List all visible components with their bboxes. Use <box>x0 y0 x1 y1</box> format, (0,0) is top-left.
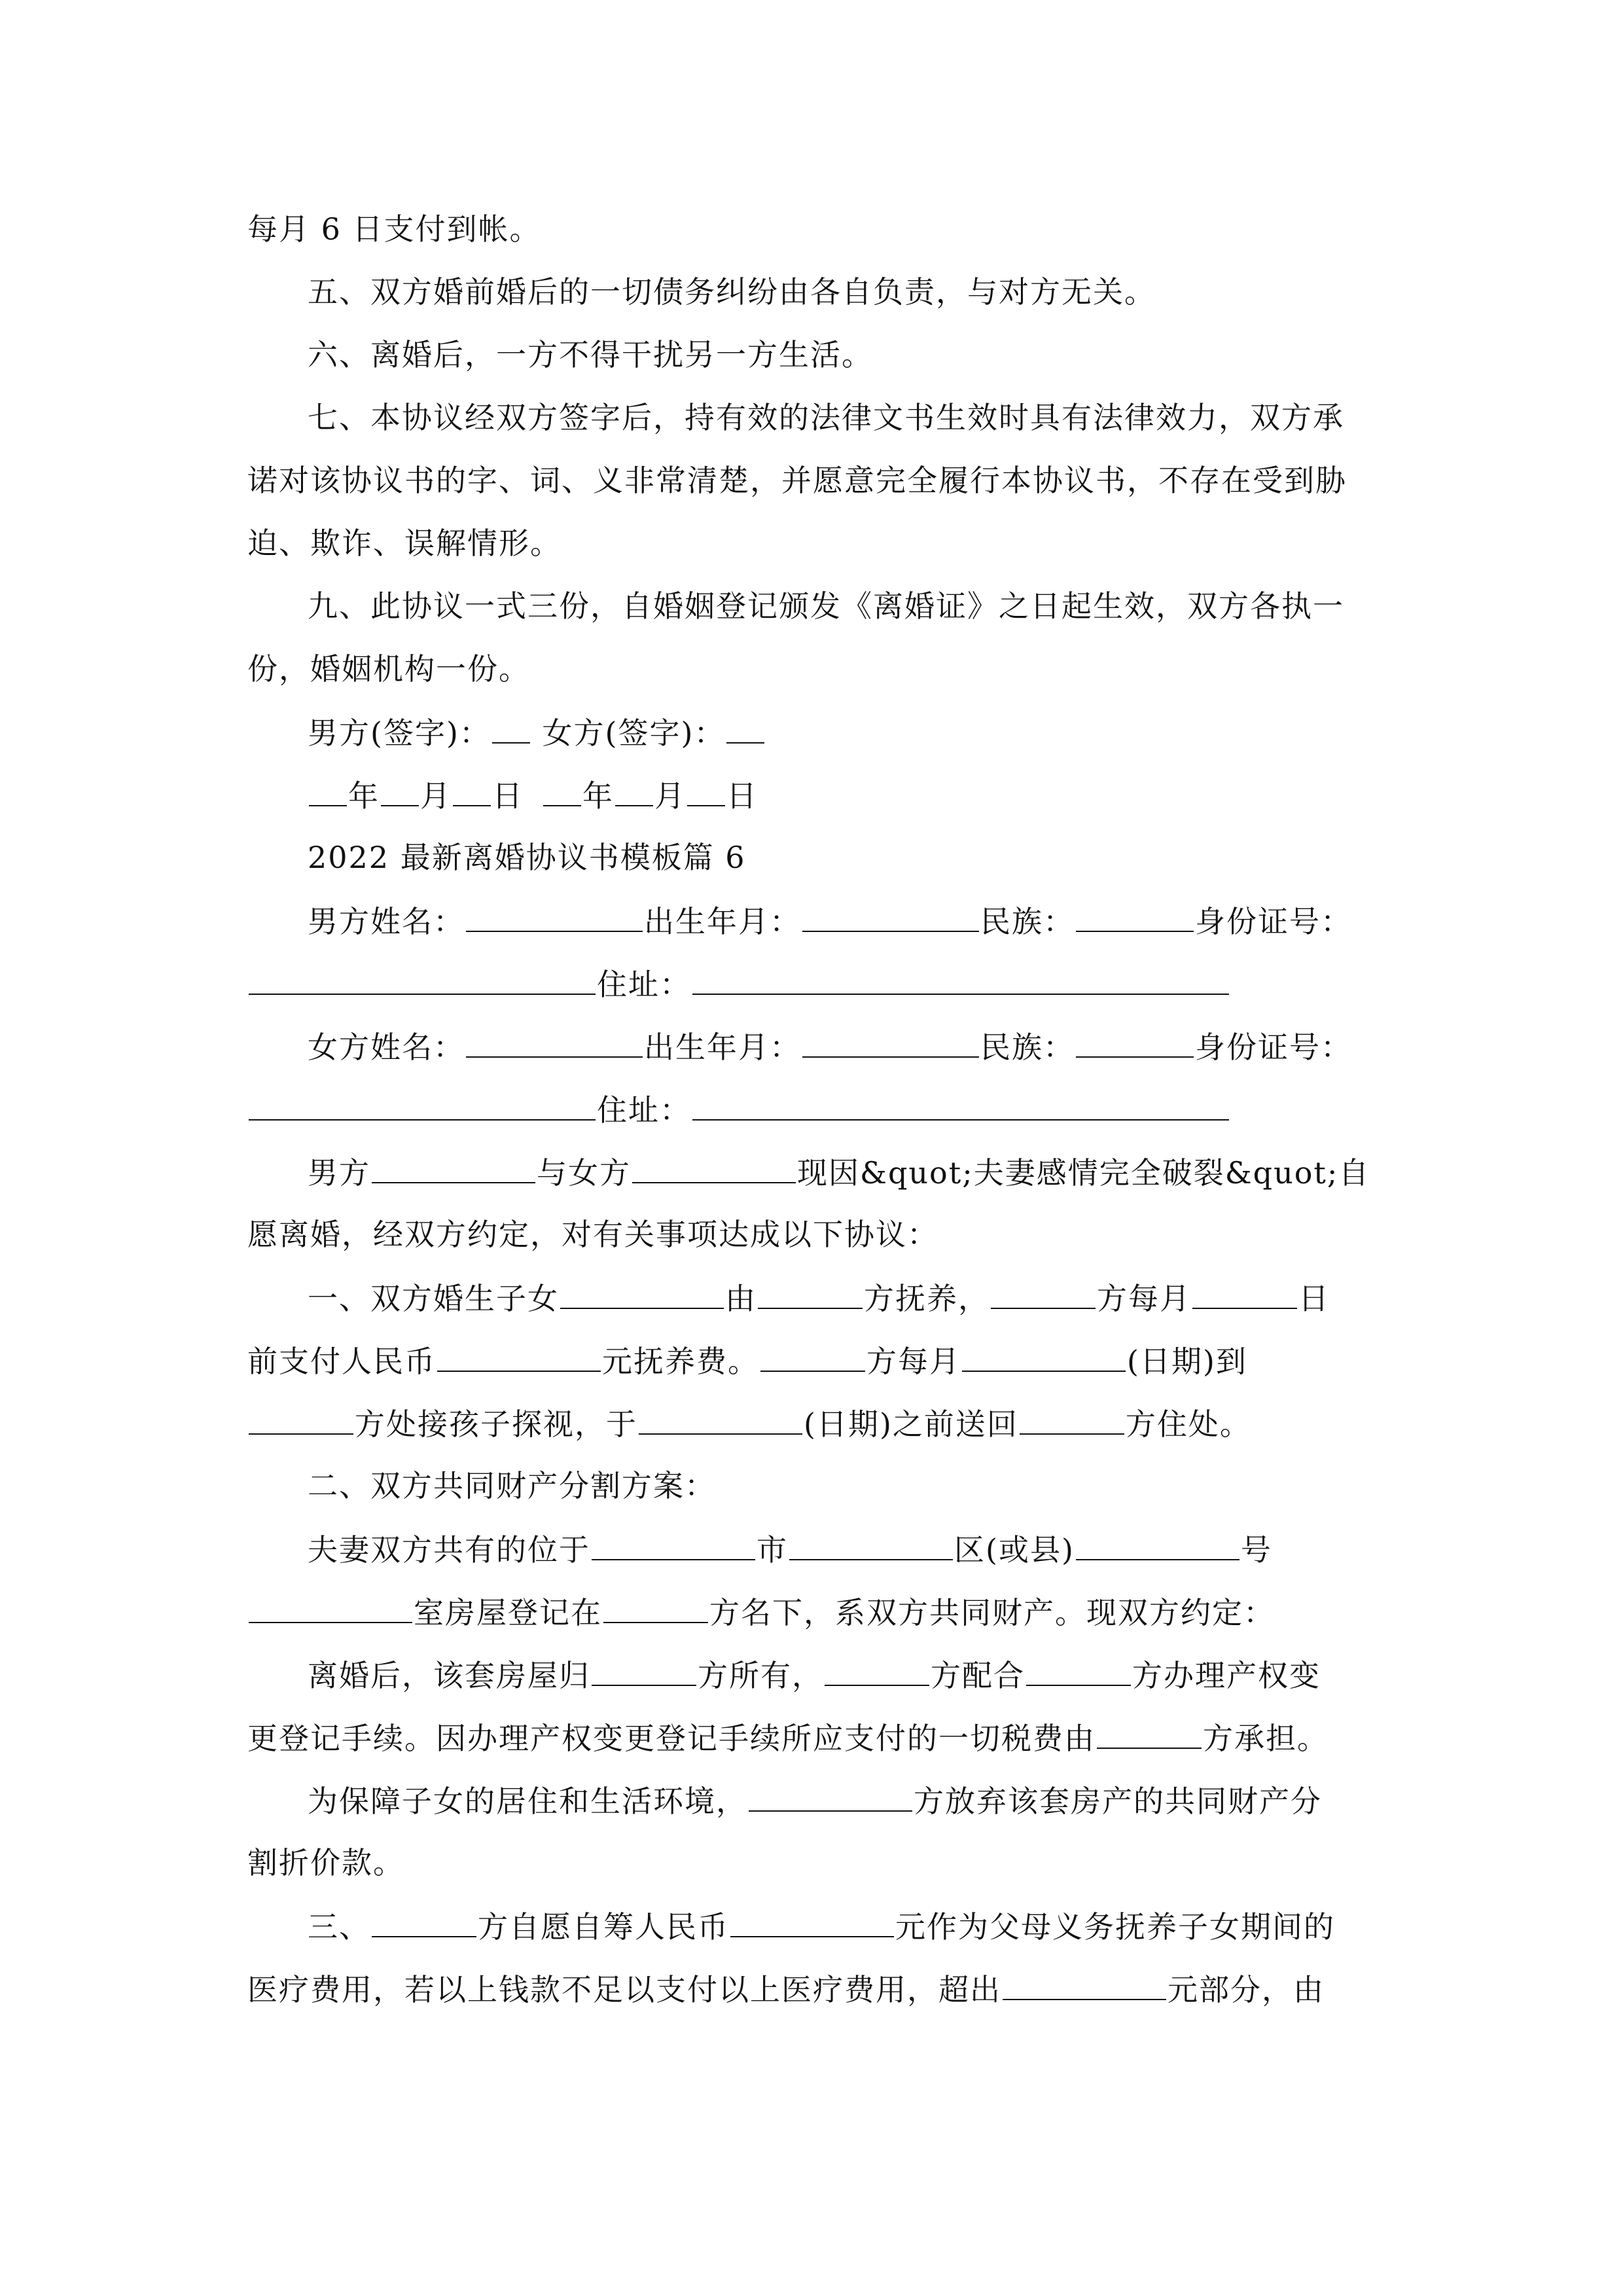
blank-field[interactable] <box>802 902 979 932</box>
blank-field[interactable] <box>437 1342 601 1372</box>
male-signature-label: 男方(签字)： <box>308 715 491 751</box>
blank-field[interactable] <box>249 1090 596 1121</box>
property-line: 为保障子女的居住和生活环境， 方放弃该套房产的共同财产分 <box>308 1782 1459 1820</box>
blank-field[interactable] <box>615 776 653 806</box>
blank-field[interactable] <box>639 1405 802 1435</box>
male-address-line: 住址： <box>247 965 1399 1003</box>
clause-seven: 七、本协议经双方签字后，持有效的法律文书生效时具有法律效力，双方承 <box>308 400 1344 435</box>
date-line: 年 月 日 年 月 日 <box>308 776 1459 814</box>
property-line: 更登记手续。因办理产权变更登记手续所应支付的一切税费由 方承担。 <box>247 1719 1399 1757</box>
blank-field[interactable] <box>1097 1719 1202 1749</box>
blank-field[interactable] <box>692 965 1229 995</box>
blank-field[interactable] <box>249 1593 412 1623</box>
text-line: 每月 6 日支付到帐。 <box>247 211 541 247</box>
property-line: 夫妻双方共有的位于 市 区(或县) 号 <box>308 1530 1459 1568</box>
blank-field[interactable] <box>249 965 596 995</box>
male-info-line: 男方姓名： 出生年月： 民族： 身份证号： <box>308 902 1459 940</box>
clause-two: 二、双方共同财产分割方案： <box>308 1468 716 1503</box>
blank-field[interactable] <box>687 776 725 806</box>
blank-field[interactable] <box>466 1028 643 1058</box>
text-line: 诺对该协议书的字、词、义非常清楚，并愿意完全履行本协议书，不存在受到胁 <box>247 463 1347 498</box>
blank-field[interactable] <box>730 1907 894 1937</box>
property-line: 离婚后，该套房屋归 方所有， 方配合 方办理产权变 <box>308 1656 1459 1694</box>
blank-field[interactable] <box>1192 1279 1297 1309</box>
medical-line: 三、 方自愿自筹人民币 元作为父母义务抚养子女期间的 <box>308 1907 1459 1945</box>
child-clause-line: 方处接孩子探视，于 (日期)之前送回 方住处。 <box>247 1405 1399 1443</box>
blank-field[interactable] <box>560 1279 724 1309</box>
text-line: 份，婚姻机构一份。 <box>247 651 530 687</box>
blank-field[interactable] <box>1026 1656 1131 1686</box>
text-line: 割折价款。 <box>247 1845 404 1880</box>
blank-field[interactable] <box>372 1153 535 1183</box>
blank-field[interactable] <box>592 1530 755 1560</box>
blank-field[interactable] <box>758 1279 863 1309</box>
blank-field[interactable] <box>789 1530 953 1560</box>
clause-nine: 九、此协议一式三份，自婚姻登记颁发《离婚证》之日起生效，双方各执一 <box>308 588 1344 624</box>
blank-field[interactable] <box>249 1405 353 1435</box>
medical-line: 医疗费用，若以上钱款不足以支付以上医疗费用，超出 元部分，由 <box>247 1970 1399 2008</box>
property-line: 室房屋登记在 方名下，系双方共同财产。现双方约定： <box>247 1593 1399 1631</box>
blank-field[interactable] <box>991 1279 1096 1309</box>
text-line: 迫、欺诈、误解情形。 <box>247 526 562 561</box>
text-line: 愿离婚，经双方约定，对有关事项达成以下协议： <box>247 1217 938 1252</box>
clause-six: 六、离婚后，一方不得干扰另一方生活。 <box>308 337 873 372</box>
blank-field[interactable] <box>1020 1405 1124 1435</box>
blank-field[interactable] <box>726 713 764 744</box>
blank-field[interactable] <box>592 1656 696 1686</box>
blank-field[interactable] <box>453 776 491 806</box>
section-heading: 2022 最新离婚协议书模板篇 6 <box>308 840 746 875</box>
parties-line: 男方 与女方 现因&quot;夫妻感情完全破裂&quot;自 <box>308 1153 1459 1191</box>
blank-field[interactable] <box>825 1656 929 1686</box>
blank-field[interactable] <box>1076 1530 1240 1560</box>
blank-field[interactable] <box>1076 902 1194 932</box>
child-clause-line: 一、双方婚生子女 由 方抚养， 方每月 日 <box>308 1279 1459 1317</box>
blank-field[interactable] <box>1003 1970 1166 2000</box>
blank-field[interactable] <box>692 1090 1229 1121</box>
child-clause-line: 前支付人民币 元抚养费。 方每月 (日期)到 <box>247 1342 1399 1380</box>
clause-five: 五、双方婚前婚后的一切债务纠纷由各自负责，与对方无关。 <box>308 274 1156 310</box>
blank-field[interactable] <box>802 1028 979 1058</box>
blank-field[interactable] <box>466 902 643 932</box>
female-info-line: 女方姓名： 出生年月： 民族： 身份证号： <box>308 1028 1459 1066</box>
blank-field[interactable] <box>962 1342 1126 1372</box>
blank-field[interactable] <box>632 1153 796 1183</box>
blank-field[interactable] <box>372 1907 476 1937</box>
blank-field[interactable] <box>749 1782 912 1812</box>
blank-field[interactable] <box>309 776 347 806</box>
blank-field[interactable] <box>381 776 419 806</box>
blank-field[interactable] <box>492 713 530 744</box>
blank-field[interactable] <box>543 776 581 806</box>
blank-field[interactable] <box>603 1593 708 1623</box>
blank-field[interactable] <box>1076 1028 1194 1058</box>
female-signature-label: 女方(签字)： <box>542 715 726 751</box>
female-address-line: 住址： <box>247 1090 1399 1128</box>
signature-line <box>308 713 1459 751</box>
blank-field[interactable] <box>760 1342 865 1372</box>
